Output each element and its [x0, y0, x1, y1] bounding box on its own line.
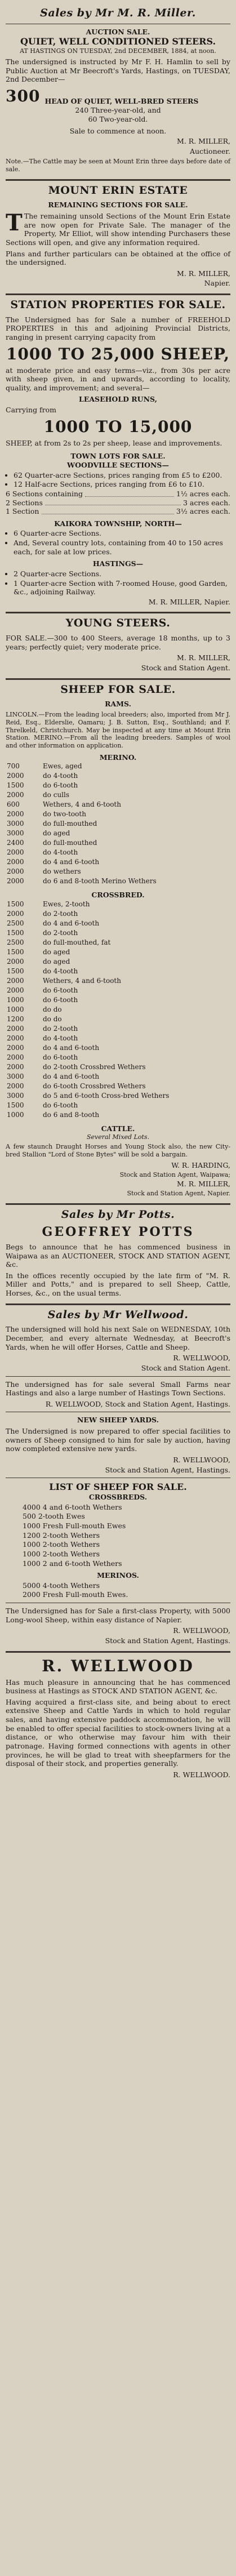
merinos-heading: MERINOS. [97, 1571, 139, 1580]
signature: R. WELLWOOD. [173, 1770, 230, 1779]
table-row [6, 1062, 230, 1072]
desc-cell: do 6-tooth [43, 986, 78, 994]
divider [6, 1303, 230, 1305]
qty-cell: 1500 [7, 1101, 24, 1109]
capacity-range: 1000 TO 15,000 [43, 417, 193, 436]
qty-cell: 1500 [7, 781, 24, 790]
wellwood-announcement [6, 1656, 230, 1779]
signature: M. R. MILLER, Napier. [148, 597, 230, 606]
table-row [6, 909, 230, 919]
signature-name: M. R. MILLER, [177, 136, 230, 145]
ad-body: at moderate price and easy terms—viz., from 30s per acre with sheep given, in and upwards, according to locality, quality, and improvement; and several— [6, 366, 230, 392]
merino-table [6, 762, 230, 886]
qty-cell: 2000 [7, 810, 24, 818]
qty-cell: 1000 [7, 996, 24, 1004]
section-title: MOUNT ERIN ESTATE [48, 184, 188, 197]
woodville-heading: WOODVILLE SECTIONS— [67, 461, 169, 469]
qty-cell: 2000 [7, 958, 24, 966]
table-row [6, 762, 230, 771]
cattle-text: A few staunch Draught Horses and Young Stock also, the new City-bred Stallion "Lord of Stone Bytes" will be sold a bargain. [6, 1143, 230, 1159]
row-right: 3½ acres each. [176, 507, 230, 516]
desc-cell: do 2-tooth [43, 1025, 78, 1033]
leader-row [6, 499, 230, 508]
lot-row [6, 86, 230, 106]
table-row [6, 800, 230, 809]
woodville-list [14, 471, 230, 489]
table-row [6, 900, 230, 909]
table-row [6, 1091, 230, 1101]
qty-cell: 2000 [7, 1063, 24, 1071]
table-row [6, 771, 230, 781]
table-row [6, 1072, 230, 1082]
table-row [6, 938, 230, 947]
qty-cell: 2000 [7, 1053, 24, 1061]
lot-desc: 60 Two-year-old. [88, 114, 148, 123]
desc-cell: do do [43, 1015, 62, 1023]
signature-title: Stock and Station Agent, Hastings. [105, 1465, 230, 1474]
mount-erin-ad [6, 184, 230, 288]
qty-cell: 2000 [7, 1082, 24, 1090]
cattle-sub: Several Mixed Lots. [86, 1133, 150, 1141]
ad-body: The undersigned is instructed by Mr F. H. Hamlin to sell by Public Auction at Mr Beecroft's Yards, Hastings, on TUESDAY, 2nd December— [6, 57, 230, 84]
table-row [6, 829, 230, 838]
ad-body: The Undersigned has for Sale a first-class Property, with 5000 Long-wool Sheep, within easy distance of Napier. [6, 1607, 230, 1624]
town-lots-heading: TOWN LOTS FOR SALE. [70, 452, 166, 461]
list-item: 5000 4-tooth Wethers [23, 1581, 100, 1590]
signature-title: Stock and Station Agent, Napier. [127, 1189, 230, 1197]
table-row [6, 790, 230, 800]
hastings-list [14, 570, 230, 597]
signature-name: M. R. MILLER, [177, 269, 230, 278]
qty-cell: 1500 [7, 900, 24, 908]
section-title: SHEEP FOR SALE. [60, 683, 176, 696]
list-heading: LIST OF SHEEP FOR SALE. [49, 1481, 187, 1493]
desc-cell: do 4-tooth [43, 772, 78, 780]
leader-row [6, 490, 230, 499]
table-row [6, 867, 230, 877]
divider [6, 293, 230, 295]
list-item: • 2 Quarter-acre Sections. [14, 570, 230, 579]
signature-title: Stock and Station Agent, Waipawa; [119, 1171, 230, 1178]
ad-headline: QUIET, WELL CONDITIONED STEERS. [20, 36, 216, 47]
qty-cell: 2000 [7, 791, 24, 799]
rams-heading: RAMS. [105, 700, 131, 709]
qty-cell: 3000 [7, 1092, 24, 1100]
qty-cell: 1000 [7, 1111, 24, 1119]
lot-desc: HEAD OF QUIET, WELL-BRED STEERS [44, 97, 199, 106]
crossbred-rows [6, 900, 230, 1120]
qty-cell: 2000 [7, 877, 24, 886]
desc-cell: Ewes, aged [43, 762, 82, 771]
list-item: 1200 2-tooth Wethers [23, 1531, 100, 1540]
desc-cell: do full-mouthed [43, 839, 97, 847]
qty-cell: 1500 [7, 948, 24, 956]
advert-column [6, 7, 230, 1779]
desc-cell: do 2-tooth Crossbred Wethers [43, 1063, 146, 1071]
signature-title: Stock and Station Agent. [141, 664, 230, 672]
signature-title: Auctioneer. [189, 146, 230, 155]
desc-cell: do full-mouthed [43, 820, 97, 828]
table-row [6, 976, 230, 986]
desc-cell: do 6-tooth [43, 1053, 78, 1061]
desc-cell: do 4 and 6-tooth [43, 919, 100, 927]
table-row [6, 838, 230, 848]
desc-cell: do 6-tooth [43, 996, 78, 1004]
lot-row [6, 115, 230, 124]
table-row [6, 1034, 230, 1043]
desc-cell: do culls [43, 791, 70, 799]
row-left: 2 Sections [6, 498, 43, 507]
desc-cell: do 2-tooth [43, 910, 78, 918]
ad-body: SHEEP, at from 2s to 2s per sheep, lease and improvements. [6, 438, 222, 447]
qty-cell: 2000 [7, 910, 24, 918]
rams-text: LINCOLN.—From the leading local breeders; also, imported from Mr J. Reid, Esq., Elderslie, Oamaru; J. B. Sutton, Esq., Southland; and F. Threlkeld, Christchurch. May be inspected at any time at Mount Erin Station. MERINO.—From all the leading breeders. Samples of wool and other information on application. [6, 711, 230, 749]
ad-body: The undersigned has for sale several Small Farms near Hastings and also a large number of Hastings Town Sections. [6, 1380, 230, 1398]
ad-body: The undersigned will hold his next Sale on WEDNESDAY, 10th December, and every alternate Wednesday, at Beecroft's Yards, when he will offer Horses, Cattle and Sheep. [6, 1325, 230, 1351]
table-row [6, 957, 230, 967]
qty-cell: 2500 [7, 938, 24, 946]
desc-cell: do 5 and 6-tooth Cross-bred Wethers [43, 1092, 170, 1100]
divider [6, 612, 230, 613]
qty-cell: 1200 [7, 1015, 24, 1023]
ad-body: The Undersigned is now prepared to offer special facilities to owners of Sheep consigned to him for sale by auction, having now completed extensive new yards. [6, 1427, 230, 1453]
section-title: YOUNG STEERS. [65, 617, 171, 630]
list-item: 1000 2 and 6-tooth Wethers [23, 1559, 122, 1568]
desc-cell: do 4 and 6-tooth [43, 1044, 100, 1052]
table-row [6, 1110, 230, 1120]
signature-name: M. R. MILLER, [177, 1180, 230, 1189]
table-row [6, 1015, 230, 1024]
table-row [6, 809, 230, 819]
lot-desc: 240 Three-year-old, and [75, 106, 161, 114]
table-row [6, 928, 230, 938]
row-left: 6 Sections containing [6, 489, 83, 498]
signature-name: M. R. MILLER, [177, 653, 230, 662]
desc-cell: do 6 and 8-tooth Merino Wethers [43, 877, 157, 886]
signature-title: Stock and Station Agent. [141, 1363, 230, 1372]
list-item: • And, Several country lots, containing from 40 to 150 acres each, for sale at low prices. [14, 539, 230, 556]
ad-body: Carrying from [6, 406, 57, 415]
table-row [6, 1005, 230, 1015]
desc-cell: do 6-tooth [43, 1101, 78, 1109]
ad-subtitle: REMAINING SECTIONS FOR SALE. [48, 201, 188, 210]
merino-rows [6, 762, 230, 886]
divider [6, 179, 230, 181]
table-row [6, 995, 230, 1005]
wellwood-ads [6, 1309, 230, 1645]
desc-cell: do aged [43, 829, 70, 838]
signature-name: R. WELLWOOD, [173, 1354, 230, 1363]
row-right: 1½ acres each. [176, 489, 230, 498]
desc-cell: do 2-tooth [43, 929, 78, 937]
lot-qty: 300 [6, 87, 41, 105]
list-item: 1000 2-tooth Wethers [23, 1540, 100, 1549]
desc-cell: do aged [43, 958, 70, 966]
qty-cell: 2000 [7, 848, 24, 857]
table-row [6, 1053, 230, 1062]
leader-row [6, 507, 230, 516]
qty-cell: 3000 [7, 1073, 24, 1080]
qty-cell: 2000 [7, 867, 24, 876]
desc-cell: do 4-tooth [43, 1034, 78, 1042]
ad-subtitle: AUCTION SALE. [86, 27, 150, 36]
cattle-heading: CATTLE. [101, 1124, 135, 1133]
ad-body: FOR SALE.—300 to 400 Steers, average 18 months, up to 3 years; perfectly quiet; very moderate price. [6, 634, 230, 651]
ad-body: The Undersigned has for Sale a number of FREEHOLD PROPERTIES in this and adjoining Provincial Districts, ranging in present carrying capacity from [6, 315, 230, 341]
miller-auction-ad [6, 7, 230, 173]
divider [6, 1651, 230, 1653]
lot-row [6, 106, 230, 115]
qty-cell: 2500 [7, 919, 24, 927]
qty-cell: 1500 [7, 967, 24, 975]
desc-cell: Wethers, 4 and 6-tooth [43, 977, 121, 985]
signature: R. WELLWOOD, Stock and Station Agent, Hastings. [45, 1399, 230, 1408]
ad-body: Has much pleasure in announcing that he has commenced business at Hastings as STOCK AND STATION AGENT, &c. [6, 1678, 230, 1696]
qty-cell: 2400 [7, 839, 24, 847]
desc-cell: do full-mouthed, fat [43, 938, 111, 946]
ad-body-text: The remaining unsold Sections of the Mount Erin Estate are now open for Private Sale. The manager of the Property, Mr Elliot, will show intending Purchasers these Sections will open, and give any information required. [6, 212, 230, 247]
yards-heading: NEW SHEEP YARDS. [77, 1416, 159, 1425]
divider [6, 1376, 230, 1377]
desc-cell: do 6-tooth [43, 781, 78, 790]
kaikora-list [14, 529, 230, 556]
hastings-heading: HASTINGS— [92, 559, 144, 568]
table-row [6, 1082, 230, 1091]
desc-cell: do wethers [43, 867, 81, 876]
name-banner: GEOFFREY POTTS [42, 1225, 194, 1240]
desc-cell: do 4 and 6-tooth [43, 1073, 100, 1080]
table-row [6, 848, 230, 857]
signature-title: Stock and Station Agent, Hastings. [105, 1636, 230, 1645]
list-item: • 1 Quarter-acre Section with 7-roomed House, good Garden, &c., adjoining Railway. [14, 579, 230, 597]
row-left: 1 Section [6, 507, 39, 516]
qty-cell: 700 [7, 762, 20, 771]
qty-cell: 2000 [7, 772, 24, 780]
desc-cell: do aged [43, 948, 70, 956]
desc-cell: do 6-tooth Crossbred Wethers [43, 1082, 146, 1090]
desc-cell: do 4 and 6-tooth [43, 858, 100, 866]
list-item: 2000 Fresh Full-mouth Ewes. [23, 1590, 128, 1599]
table-row [6, 1024, 230, 1034]
qty-cell: 2000 [7, 1025, 24, 1033]
capacity-range: 1000 TO 25,000 SHEEP, [6, 344, 230, 363]
table-row [6, 819, 230, 829]
woodville-rows [6, 490, 230, 516]
desc-cell: Wethers, 4 and 6-tooth [43, 800, 121, 809]
table-row [6, 1043, 230, 1053]
qty-cell: 3000 [7, 820, 24, 828]
ad-body [6, 212, 230, 247]
table-row [6, 986, 230, 995]
leasehold-heading: LEASEHOLD RUNS, [79, 394, 157, 403]
table-row [6, 781, 230, 790]
dropcap: T [6, 210, 23, 236]
ad-body: Having acquired a first-class site, and being about to erect extensive Sheep and Cattle Yards in which to hold regular sales, and having extensive paddock accommodation, he will be enabled to offer special facilities to stock-owners living at a distance, or who otherwise may favour him with their patronage. Having formed connections with agents in other provinces, he will be glad to treat with sheepfarmers for the disposal of their stock, and properties generally. [6, 1697, 230, 1768]
leader-dots [85, 496, 174, 497]
station-properties-ad [6, 299, 230, 606]
kaikora-heading: KAIKORA TOWNSHIP, NORTH— [54, 519, 182, 528]
qty-cell: 3000 [7, 829, 24, 838]
list-item: • 6 Quarter-acre Sections. [14, 529, 230, 538]
table-row [6, 919, 230, 928]
list-item: 500 2-tooth Ewes [23, 1512, 85, 1521]
list-item: • 62 Quarter-acre Sections, prices ranging from £5 to £200. [14, 471, 230, 480]
desc-cell: do 4-tooth [43, 967, 78, 975]
desc-cell: do 4-tooth [43, 848, 78, 857]
qty-cell: 2000 [7, 1034, 24, 1042]
table-row [6, 1101, 230, 1110]
merino-heading: MERINO. [99, 753, 137, 762]
section-title: Sales by Mr M. R. Miller. [40, 7, 196, 19]
table-row [6, 857, 230, 867]
qty-cell: 2000 [7, 858, 24, 866]
list-item: 4000 4 and 6-tooth Wethers [23, 1502, 122, 1511]
crossbred-heading: CROSSBRED. [91, 891, 145, 900]
qty-cell: 1500 [7, 929, 24, 937]
table-row [6, 877, 230, 886]
ad-footer: Sale to commence at noon. [69, 127, 167, 136]
lot-list [6, 86, 230, 123]
divider [6, 678, 230, 680]
list-item: • 12 Half-acre Sections, prices ranging from £6 to £10. [14, 480, 230, 489]
desc-cell: do two-tooth [43, 810, 86, 818]
time-place: AT HASTINGS ON TUESDAY, 2nd DECEMBER, 1884, at noon. [20, 47, 216, 55]
desc-cell: do do [43, 1006, 62, 1013]
ad-note: Note.—The Cattle may be seen at Mount Erin three days before date of sale. [6, 158, 230, 173]
crossbreds-heading: CROSSBREDS. [88, 1493, 148, 1502]
section-title: STATION PROPERTIES FOR SALE. [10, 299, 226, 311]
merinos-list [23, 1581, 230, 1599]
qty-cell: 2000 [7, 986, 24, 994]
qty-cell: 2000 [7, 977, 24, 985]
list-item: 1000 2-tooth Wethers [23, 1549, 100, 1558]
qty-cell: 2000 [7, 1044, 24, 1052]
ad-body: Begs to announce that he has commenced business in Waipawa as an AUCTIONEER, STOCK AND STATION AGENT, &c. [6, 1242, 230, 1269]
signature-name: R. WELLWOOD, [173, 1455, 230, 1464]
sheep-for-sale-ad [6, 683, 230, 1198]
signature-place: Napier. [204, 279, 230, 288]
desc-cell: Ewes, 2-tooth [43, 900, 90, 908]
name-banner: R. WELLWOOD [42, 1656, 194, 1675]
divider [6, 1203, 230, 1205]
row-right: 3 acres each. [182, 498, 230, 507]
signature-name: R. WELLWOOD, [173, 1626, 230, 1635]
desc-cell: do 6 and 8-tooth [43, 1111, 100, 1119]
ad-body: In the offices recently occupied by the late firm of "M. R. Miller and Potts," and is prepared to sell Sheep, Cattle, Horses, &c., on the usual terms. [6, 1271, 230, 1297]
potts-ad [6, 1208, 230, 1298]
qty-cell: 1000 [7, 1006, 24, 1013]
crossbred-table [6, 900, 230, 1120]
section-title: Sales by Mr Wellwood. [47, 1308, 189, 1321]
signature-name: W. R. HARDING, [171, 1160, 230, 1169]
qty-cell: 600 [7, 800, 20, 809]
section-title: Sales by Mr Potts. [61, 1208, 175, 1221]
list-item: 1000 Fresh Full-mouth Ewes [23, 1521, 126, 1530]
table-row [6, 947, 230, 957]
ad-body: Plans and further particulars can be obtained at the office of the undersigned. [6, 249, 230, 267]
table-row [6, 967, 230, 976]
young-steers-ad [6, 617, 230, 672]
crossbreds-list [23, 1503, 230, 1568]
